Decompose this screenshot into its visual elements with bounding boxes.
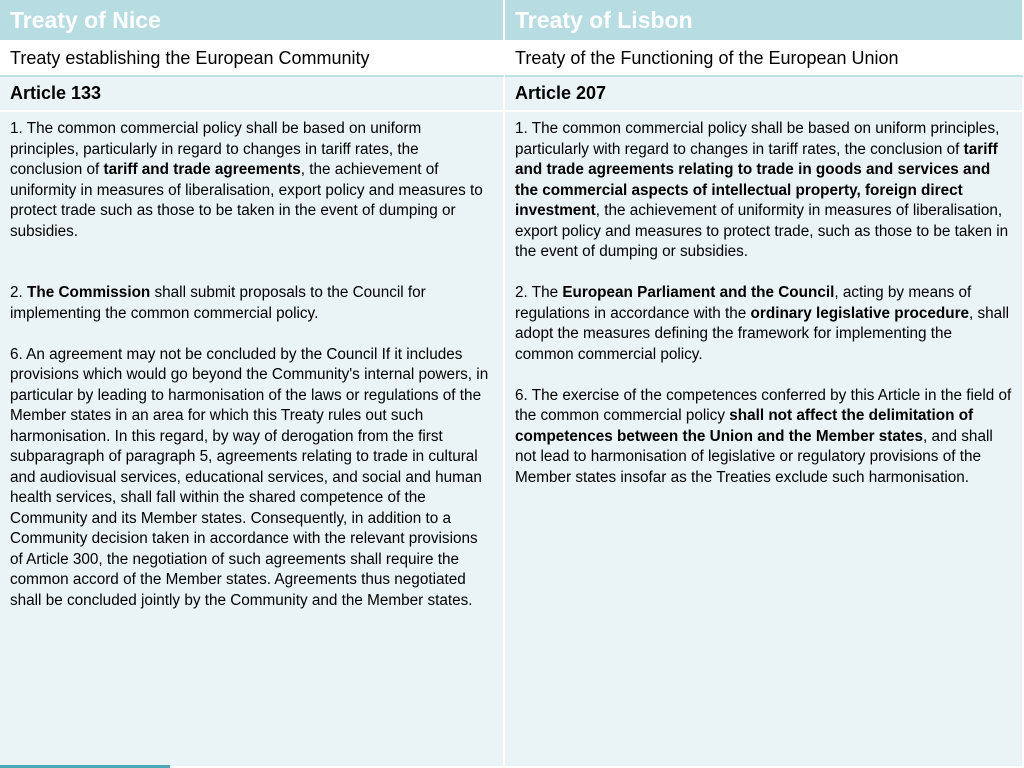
text-run: , the achievement of uniformity in measures of liberalisation, export policy and measures to protect trade such as those to be taken in the event of dumping or subsidies. xyxy=(10,161,483,240)
nice-header: Treaty of Nice xyxy=(0,0,505,42)
lisbon-paragraph-2 xyxy=(515,283,1012,365)
lisbon-paragraph-6 xyxy=(515,386,1012,489)
bold-text-run: tariff and trade agreements relating to trade in goods and services and the commercial aspects of intellectual property, foreign direct investment xyxy=(515,140,998,219)
text-run: 2. xyxy=(10,284,28,301)
nice-article-body xyxy=(0,112,505,768)
bold-text-run: European Parliament and the Council xyxy=(562,284,835,301)
nice-paragraph-6 xyxy=(10,345,493,612)
text-run: , the achievement of uniformity in measures of liberalisation, export policy and measures to protect trade, such as those to be taken in the event of dumping or subsidies. xyxy=(515,202,1009,260)
nice-article: Article 133 xyxy=(0,77,505,112)
lisbon-subtitle: Treaty of the Functioning of the European Union xyxy=(505,42,1024,77)
text-run: 6. An agreement may not be concluded by the Council If it includes provisions which would go beyond the Community's internal powers, in particular by leading to harmonisation of the laws or regulations of the Member states in an area for which this Treaty rules out such harmonisation. In this regard, by way of derogation from the first subparagraph of paragraph 5, agreements relating to trade in cultural and audiovisual services, educational services, and social and human health services, shall fall within the shared competence of the Community and its Member states. Consequently, in addition to a Community decision taken in accordance with the relevant provisions of Article 300, the negotiation of such agreements shall require the common accord of the Member states. Agreements thus negotiated shall be concluded jointly by the Community and the Member states. xyxy=(10,345,489,609)
text-run: 2. The xyxy=(515,284,563,301)
lisbon-header: Treaty of Lisbon xyxy=(505,0,1024,42)
bold-text-run: The Commission xyxy=(27,284,151,301)
nice-paragraph-1 xyxy=(10,119,493,242)
text-run: , acting by means of regulations in accordance with the xyxy=(515,284,972,322)
nice-subtitle: Treaty establishing the European Community xyxy=(0,42,505,77)
lisbon-article-body xyxy=(505,112,1024,768)
text-run: 1. The common commercial policy shall be based on uniform principles, particularly in regard to changes in tariff rates, the conclusion of xyxy=(10,120,422,178)
lisbon-article: Article 207 xyxy=(505,77,1024,112)
text-run: , shall adopt the measures defining the framework for implementing the common commercial policy. xyxy=(515,304,1009,363)
bold-text-run: tariff and trade agreements xyxy=(103,161,301,178)
text-run: shall submit proposals to the Council for implementing the common commercial policy. xyxy=(10,284,426,322)
text-run: 1. The common commercial policy shall be based on uniform principles, particularly with regard to changes in tariff rates, the conclusion of xyxy=(515,120,1000,158)
lisbon-paragraph-1 xyxy=(515,119,1012,263)
bold-text-run: shall not affect the delimitation of competences between the Union and the Member states xyxy=(515,407,974,445)
text-run: 6. The exercise of the competences conferred by this Article in the field of the common commercial policy xyxy=(515,386,1012,424)
bold-text-run: ordinary legislative procedure xyxy=(750,304,970,322)
nice-paragraph-2 xyxy=(10,283,493,324)
text-run: , and shall not lead to harmonisation of legislative or regulatory provisions of the Member states insofar as the Treaties exclude such harmonisation. xyxy=(515,427,993,486)
